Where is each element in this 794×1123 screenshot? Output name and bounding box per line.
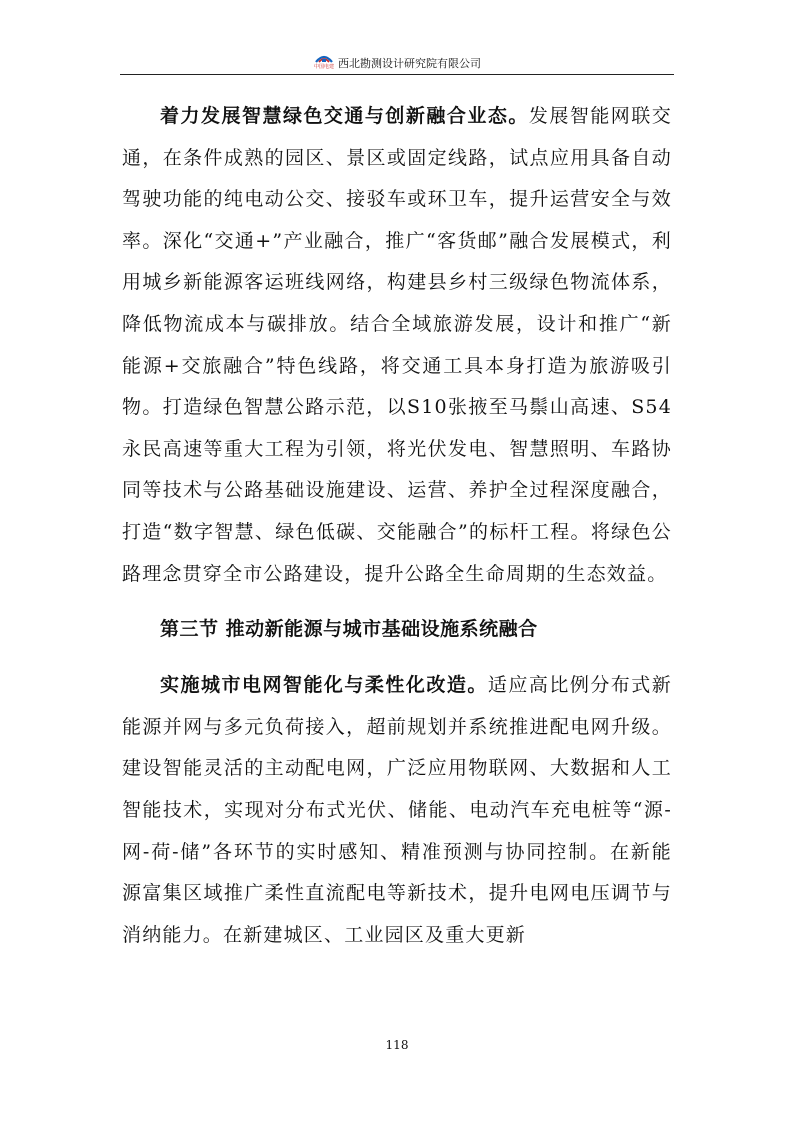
paragraph-lead-heading: 着力发展智慧绿色交通与创新融合业态。	[160, 105, 529, 127]
page-header	[120, 50, 674, 75]
header-brand	[313, 50, 481, 72]
company-logo	[313, 51, 335, 72]
logo-caption: 中国电建	[313, 63, 334, 70]
page-number: 118	[385, 1038, 409, 1052]
paragraph-lead-heading: 实施城市电网智能化与柔性化改造。	[160, 674, 488, 697]
paragraph-text: 适应高比例分布式新能源并网与多元负荷接入，超前规划并系统推进配电网升级。建设智能灵活的主动配电网，广泛应用物联网、大数据和人工智能技术，实现对分布式光伏、储能、电动汽车充电桩等“源-网-荷-储”各环节的实时感知、精准预测与协同控制。在新能源富集区域推广柔性直流配电等新技术，提升电网电压调节与消纳能力。在新建城区、工业园区及重大更新	[122, 674, 672, 946]
paragraph-green-transport	[122, 96, 672, 595]
company-name: 西北勘测设计研究院有限公司	[338, 57, 481, 70]
section-title: 第三节 推动新能源与城市基础设施系统融合	[160, 618, 538, 641]
paragraph-grid-upgrade	[122, 665, 672, 956]
paragraph-text: 发展智能网联交通，在条件成熟的园区、景区或固定线路，试点应用具备自动驾驶功能的纯电动公交、接驳车或环卫车，提升运营安全与效率。深化“交通+”产业融合，推广“客货邮”融合发展模式，利用城乡新能源客运班线网络，构建县乡村三级绿色物流体系，降低物流成本与碳排放。结合全域旅游发展，设计和推广“新能源+交旅融合”特色线路，将交通工具本身打造为旅游吸引物。打造绿色智慧公路示范，以S10张掖至马鬃山高速、S54永民高速等重大工程为引领，将光伏发电、智慧照明、车路协同等技术与公路基础设施建设、运营、养护全过程深度融合，打造“数字智慧、绿色低碳、交能融合”的标杆工程。将绿色公路理念贯穿全市公路建设，提升公路全生命周期的生态效益。	[122, 105, 672, 585]
document-body	[122, 96, 672, 956]
